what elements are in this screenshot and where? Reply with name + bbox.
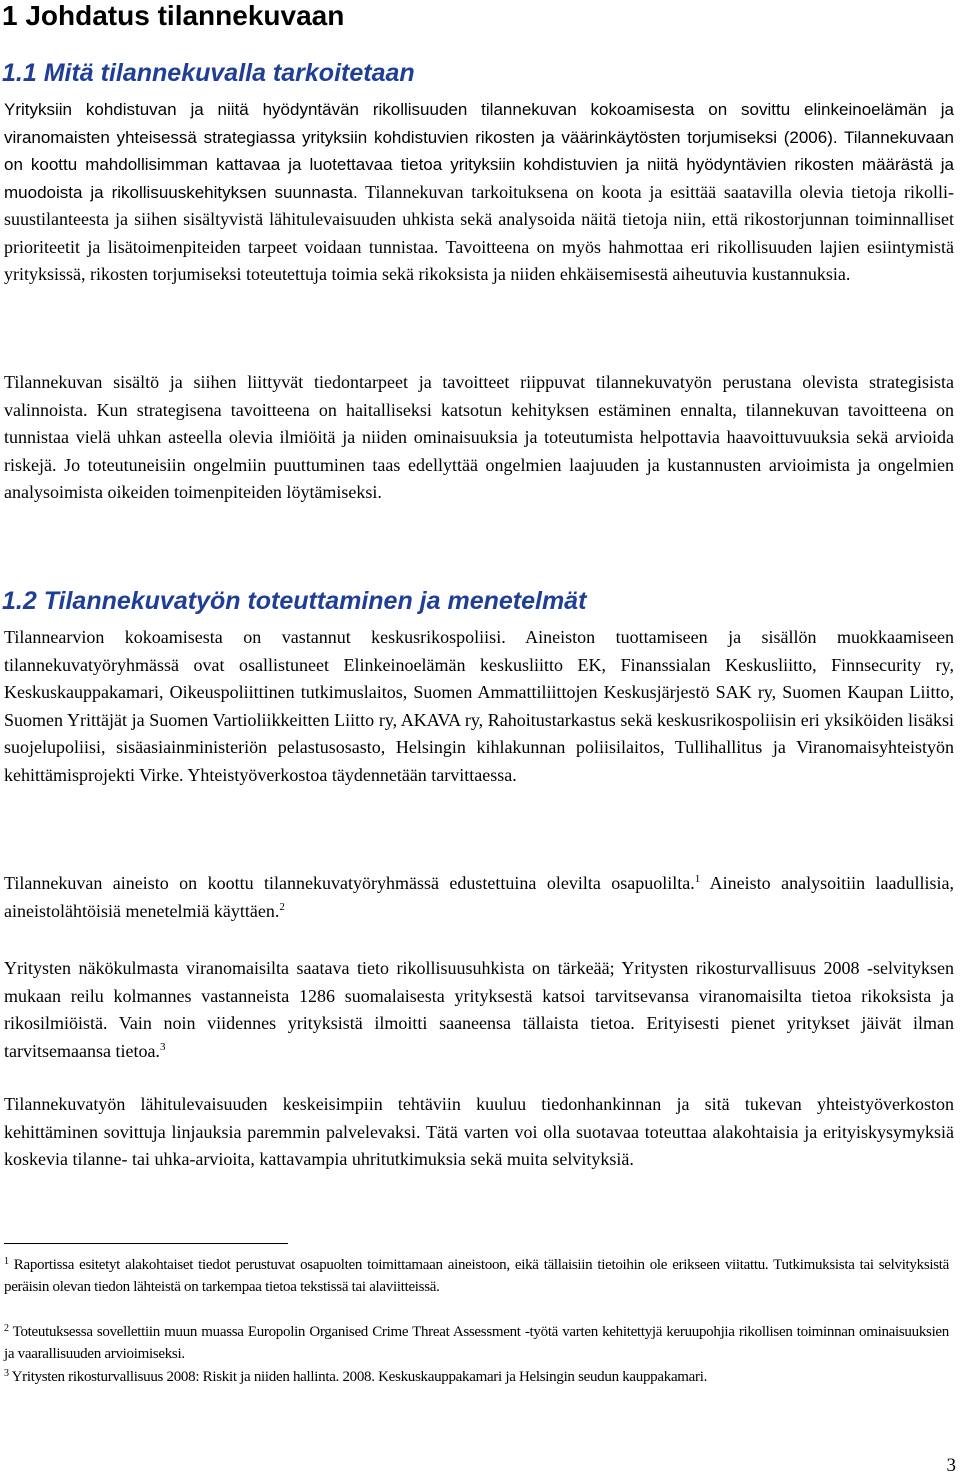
paragraph-5-text: Yritysten näkökulmasta viranomaisilta saatava tieto rikollisuusuhkista on tärkeää; Yritysten rikosturvallisuus 2008 -selvityksen mukaan reilu kolmannes vastanneista 1286 suomalaisesta yrityksestä katsoi tarvitsevansa viranomaisilta tietoa rikoksista ja rikosilmiöistä. Vain noin viidennes yrityksistä ilmoitti saaneensa tällaista tietoa. Erityisesti pienet yritykset jäivät ilman tarvitsemaansa tietoa. (4, 958, 954, 1061)
paragraph-4-text-b: Aineisto analysoitiin laadullisia, aineistolähtöisiä menetelmiä käyttäen. (4, 873, 954, 921)
footnote-text-3: Yritysten rikosturvallisuus 2008: Riskit ja niiden hallinta. 2008. Keskuskauppakamari ja Helsingin seudun kauppakamari. (11, 1369, 708, 1385)
footnote-ref-2[interactable]: 2 (279, 900, 285, 913)
paragraph-1-sans-text: Yrityksiin kohdistuvan ja niitä hyödyntävän rikollisuuden tilannekuvan kokoamisesta on sovittu elinkeinoelämän ja viranomaisten yhteisessä strategiassa yrityksiin kohdistuvien rikosten ja väärinkäytösten torjumiseksi (2006). (4, 100, 954, 147)
paragraph-5 (4, 955, 954, 1065)
page-number: 3 (946, 1455, 956, 1476)
paragraph-2-text-a: Tilannekuvan sisältö ja siihen liittyvät tiedontarpeet ja tavoitteet riippuvat tilannekuvatyön perustana olevista strategisista valinnoista. (4, 372, 954, 420)
paragraph-6: Tilannekuvatyön lähitulevaisuuden keskeisimpiin tehtäviin kuuluu tiedonhankinnan ja sitä tukevan yhteistyöverkoston kehittäminen sovittuja linjauksia paremmin palvelevaksi. Tätä varten voi olla suotavaa toteuttaa alakohtaisia ja erityiskysymyksiä koskevia tilanne- tai uhka-arvioita, kattavampia uhritutkimuksia sekä muita selvityksiä. (4, 1094, 954, 1169)
paragraph-1 (4, 96, 954, 289)
footnote-number-3: 3 (4, 1368, 9, 1379)
footnote-ref-1[interactable]: 1 (694, 873, 701, 885)
section-heading-1-2: 1.2 Tilannekuvatyön toteuttaminen ja menetelmät (2, 587, 587, 615)
paragraph-4 (4, 870, 954, 925)
paragraph-1-serif-text: Tilannekuvan tarkoituksena on koota ja esittää saatavilla olevia tietoja rikollisuustilanteesta ja siihen sisältyvistä lähitulevaisuuden uhkista sekä analysoida näitä tietoja niin, että rikostorjunnan toiminnalliset prioriteetit ja lisätoimenpiteiden tarpeet voidaan tunnistaa. Tavoitteena on myös hahmottaa eri rikollisuuden lajien esiintymistä yrityksissä, rikosten torjumiseksi toteutettuja toimia sekä rikoksista ja niiden ehkäisemisestä aiheutuvia kustannuksia. (4, 181, 955, 284)
paragraph-2 (4, 369, 954, 507)
paragraph-3: Tilannearvion kokoamisesta on vastannut keskusrikospoliisi. Aineiston tuottamiseen ja sisällön muokkaamiseen tilannekuvatyöryhmässä ovat osallistuneet Elinkeinoelämän keskusliitto EK, Finanssialan Keskusliitto, Finnsecurity ry, Keskuskauppakamari, Oikeuspoliittinen tutkimuslaitos, Suomen Ammattiliittojen Keskusjärjestö SAK ry, Suomen Kaupan Liitto, Suomen Yrittäjät ja Suomen Vartioliikkeitten Liitto ry, AKAVA ry, Rahoitustarkastus sekä keskusrikospoliisin eri yksiköiden lisäksi suojelupoliisi, sisäasiainministeriön pelastusosasto, Helsingin kihlakunnan poliisilaitos, Tullihallitus ja Viranomaisyhteistyön kehittämisprojekti Virke. Yhteistyöverkostoa täydennetään tarvittaessa. (4, 627, 954, 785)
section-heading-1-1: 1.1 Mitä tilannekuvalla tarkoitetaan (2, 59, 415, 87)
footnote-text-2: Toteutuksessa sovellettiin muun muassa Europolin Organised Crime Threat Assessment -työtä varten kehitettyjä keruupohjia rikollisen toiminnan ominaisuuksien ja vaarallisuuden arvioimiseksi. (4, 1324, 949, 1362)
chapter-heading: 1 Johdatus tilannekuvaan (2, 0, 345, 31)
footnote-3 (4, 1367, 949, 1389)
footnote-number-2: 2 (4, 1323, 9, 1334)
footnote-text-1: Raportissa esitetyt alakohtaiset tiedot perustuvat osapuolten toimittamaan aineistoon, eikä tällaisiin tietoihin ole erikseen viitattu. Tutkimuksista tai selvityksistä peräisin olevan tiedon lähteistä on tarkempaa tietoa tekstissä tai alaviitteissä. (4, 1257, 949, 1295)
footnote-number-1: 1 (4, 1256, 9, 1267)
footnote-ref-3[interactable]: 3 (159, 1040, 166, 1053)
footnote-2 (4, 1322, 949, 1365)
paragraph-2-text-b: Kun strategisena tavoitteena on haitalliseksi katsotun kehityksen estäminen ennalta, tilannekuvan tavoitteena on tunnistaa vielä uhkan asteella olevia ilmiöitä ja niiden ominaisuuksia ja toteutumista helpottavia haavoittuvuuksia sekä arvioida riskejä. Jo toteutuneisiin ongelmiin puuttuminen taas edellyttää ongelmien laajuuden ja kustannusten arvioimista ja ongelmien analysoimista oikeiden toimenpiteiden löytämiseksi. (4, 399, 954, 502)
paragraph-1-sans-text-2: Tilannekuvaan on koottu mahdollisimman kattavaa ja luotettavaa tietoa yrityksiin kohdistuvien ja niitä hyödyntävien rikosten määrästä ja muodoista ja rikollisuuskehityksen suunnasta. (4, 127, 954, 202)
footnote-divider (4, 1243, 288, 1244)
paragraph-4-text-a: Tilannekuvan aineisto on koottu tilannekuvatyöryhmässä edustettuina olevilta osapuolilta. (4, 873, 695, 893)
footnote-1 (4, 1255, 949, 1298)
